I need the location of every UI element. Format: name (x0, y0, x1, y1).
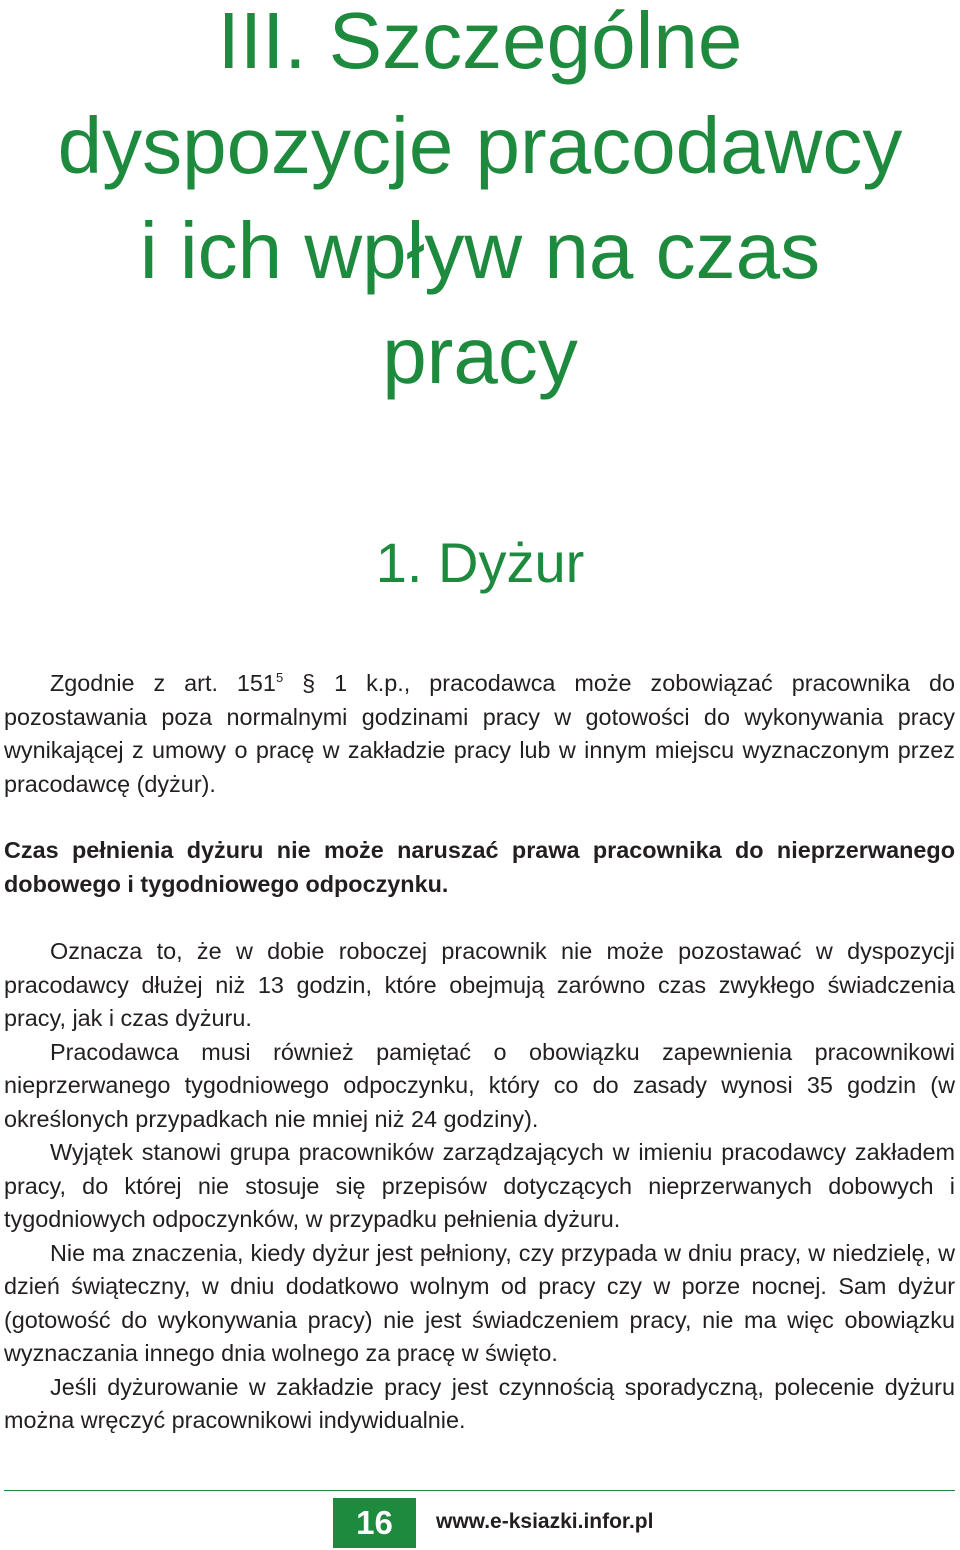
footer-divider (4, 1490, 955, 1491)
bold-paragraph: Czas pełnienia dyżuru nie może naruszać prawa pracownika do nieprzerwanego dobowego i tygodniowego odpoczynku. (4, 837, 955, 897)
website-link[interactable]: www.e-ksiazki.infor.pl (436, 1510, 654, 1533)
paragraph (4, 667, 955, 801)
paragraph: Wyjątek stanowi grupa pracowników zarządzających w imieniu pracodawcy zakładem pracy, do której nie stosuje się przepisów dotyczących nieprzerwanych dobowych i tygodniowych odpoczynków, w przypadku pełnienia dyżuru. (4, 1139, 955, 1232)
superscript: 5 (275, 670, 284, 685)
chapter-title-line: i ich wpływ na czas (139, 206, 821, 295)
body-text (4, 667, 955, 1438)
section-heading: 1. Dyżur (375, 531, 585, 594)
chapter-title-line: dyspozycje pracodawcy (57, 101, 903, 190)
paragraph-text: Zgodnie z art. 151 (50, 670, 276, 696)
paragraph-text: § 1 k.p., pracodawca może zobowiązać pracownika do pozostawania poza normalnymi godzinami pracy w gotowości do wykonywania pracy wynikającej z umowy o pracę w zakładzie pracy lub w innym miejscu wyznaczonym przez pracodawcę (dyżur). (4, 670, 956, 797)
page-number: 16 (333, 1498, 416, 1548)
chapter-title-line: III. Szczególne (217, 0, 743, 85)
paragraph: Oznacza to, że w dobie roboczej pracownik nie może pozostawać w dyspozycji pracodawcy dłużej niż 13 godzin, które obejmują zarówno czas zwykłego świadczenia pracy, jak i czas dyżuru. (4, 938, 955, 1031)
paragraph: Pracodawca musi również pamiętać o obowiązku zapewnienia pracownikowi nieprzerwanego tygodniowego odpoczynku, który co do zasady wynosi 35 godzin (w określonych przypadkach nie mniej niż 24 godziny). (4, 1038, 955, 1132)
paragraph: Nie ma znaczenia, kiedy dyżur jest pełniony, czy przypada w dniu pracy, w niedzielę, w dzień świąteczny, w dniu dodatkowo wolnym od pracy czy w porze nocnej. Sam dyżur (gotowość do wykonywania pracy) nie jest świadczeniem pracy, nie ma więc obowiązku wyznaczania innego dnia wolnego za pracę w święto. (4, 1239, 955, 1366)
paragraph: Jeśli dyżurowanie w zakładzie pracy jest czynnością sporadyczną, polecenie dyżuru można wręczyć pracownikowi indywidualnie. (4, 1373, 955, 1433)
chapter-title (0, 0, 960, 408)
chapter-title-line: pracy (382, 311, 578, 400)
